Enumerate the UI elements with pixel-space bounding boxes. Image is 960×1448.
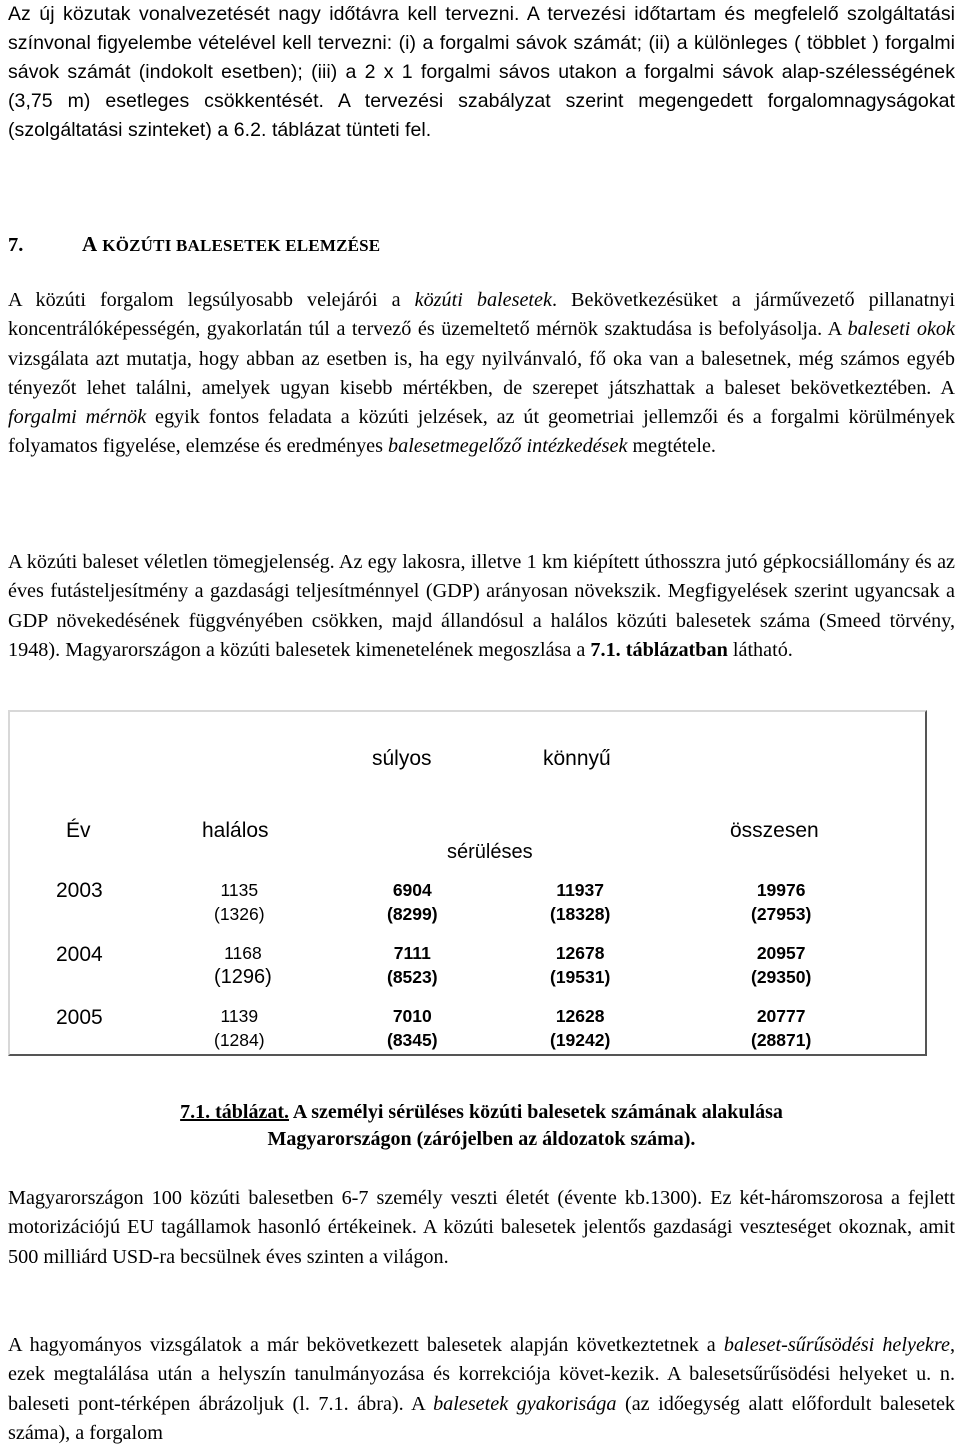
cell-light: 12628 (19242) [550,1006,611,1050]
cell-total: 19976 (27953) [751,880,812,924]
blackspot-paragraph: A hagyományos vizsgálatok a már bekövetkezett balesetek alapján következtetnek a baleset-sűrűsödési helyekre, ezek megtalálása után a helyszín tanulmányozása és korrekciója követ-kezik. A balesetsűrűsödési helyeket u. n. baleseti pont-térképen ábrázoljuk (l. 7.1. ábra). A balesetek gyakorisága (az időegység alatt előfordult balesetek száma), a forgalom [8,1334,955,1444]
fatalities-paragraph: Magyarországon 100 közúti balesetben 6-7 személy veszti életét (évente kb.1300). Ez két-háromszorosa a fejlett motorizációjú EU tagállamok hasonló értékeinek. A közúti balesetek jelentős gazdasági veszteséget okoznak, amit 500 milliárd USD-ra becsülnek éves szinten a világon. [8,1187,955,1268]
cell-light: 12678 (19531) [550,943,611,987]
row-year: 2005 [56,1006,103,1029]
statistics-paragraph: A közúti baleset véletlen tömegjelenség. Az egy lakosra, illetve 1 km kiépített úthosszra jutó gépkocsiállomány és az éves futásteljesítmény a gazdasági teljesítménnyel (GDP) arányosan növekszik. Megfigyelések szerint ugyancsak a GDP növekedésének függvényében csökken, majd állandósul a halálos közúti balesetek száma (Smeed törvény, 1948). Magyarországon a közúti balesetek kimenetelének megoszlása a 7.1. táblázatban látható. [8,551,955,661]
header-severe: súlyos [372,747,432,770]
caption-label: 7.1. táblázat. [180,1101,289,1123]
accident-table [8,710,927,1056]
emphasis-text: közúti balesetek [414,289,552,311]
row-year: 2004 [56,943,103,966]
emphasis-text: forgalmi mérnök [8,406,147,429]
cell-fatal: 1168 (1296) [214,943,272,988]
section-title-initial: A [82,232,98,256]
cell-fatal: 1135 (1326) [214,880,265,924]
table-reference: 7.1. táblázatban [590,638,728,661]
intro-paragraph: Az új közutak vonalvezetését nagy időtávra kell tervezni. A tervezési időtartam és megfelelő szolgáltatási színvonal figyelembe vételével kell tervezni: (i) a forgalmi sávok számát; (ii) a különleges ( többlet ) forgalmi sávok számát (indokolt esetben); (iii) a 2 x 1 forgalmi sávos utakon a forgalmi sávok alap-szélességének (3,75 m) esetleges csökkentését. A tervezési szabályzat szerint megengedett forgalomnagyságokat (szolgáltatási szinteket) a 6.2. táblázat tünteti fel. [8,3,955,142]
cell-light: 11937 (18328) [550,880,611,924]
section-title: KÖZÚTI BALESETEK ELEMZÉSE [102,236,381,255]
header-light: könnyű [543,747,611,770]
accidents-paragraph: A közúti forgalom legsúlyosabb velejárói a közúti balesetek. Bekövetkezésüket a járművezető pillanatnyi koncentrálóképességén, gyakorlatán túl a tervező és üzemeltető mérnök szaktudása is befolyásolja. A baleseti okok vizsgálata azt mutatja, hogy abban az esetben is, ha egy nyilvánvaló, fő oka van a balesetnek, még számos egyéb tényezőt lehet találni, amelyek ugyan kisebb mértékben, de szerepet játszhattak a baleset bekövetkeztében. A forgalmi mérnök egyik fontos feladata a közúti jelzések, az út geometriai jellemzői és a forgalmi körülmények folyamatos figyelése, elemzése és eredményes balesetmegelőző intézkedések megtétele. [8,289,955,458]
emphasis-text: baleseti okok [847,318,955,341]
section-heading [8,232,380,257]
emphasis-text: balesetek gyakorisága [433,1392,617,1415]
row-year: 2003 [56,879,103,902]
emphasis-text: baleset-sűrűsödési helyekre [723,1334,950,1356]
header-year: Év [66,819,91,842]
cell-severe: 7010 (8345) [387,1006,438,1050]
header-total: összesen [730,819,819,842]
cell-severe: 6904 (8299) [387,880,438,924]
cell-total: 20777 (28871) [751,1006,812,1050]
table-caption: 7.1. táblázat. A személyi sérüléses közúti balesetek számának alakulása Magyarországon (zárójelben az áldozatok száma). [180,1101,783,1150]
header-fatal: halálos [202,819,269,842]
emphasis-text: balesetmegelőző intézkedések [388,435,628,458]
cell-fatal: 1139 (1284) [214,1006,265,1050]
cell-severe: 7111 (8523) [387,943,438,987]
header-injured: sérüléses [447,841,533,863]
cell-total: 20957 (29350) [751,943,812,987]
section-number: 7. [8,234,24,256]
